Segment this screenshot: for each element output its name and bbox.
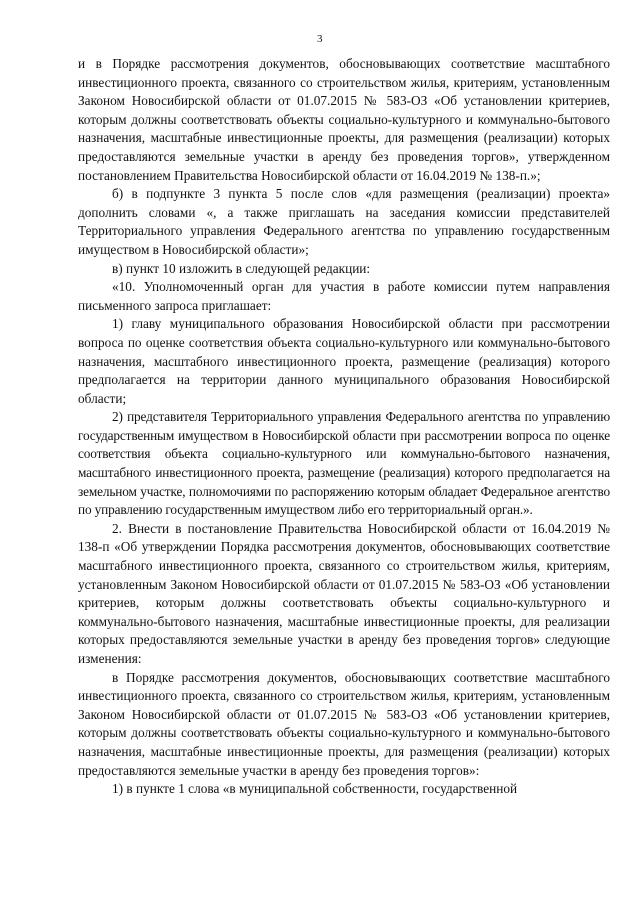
document-body <box>78 55 610 799</box>
paragraph-item-10: «10. Уполномоченный орган для участия в работе комиссии путем направления письменного запроса приглашает: <box>78 279 610 313</box>
paragraph-subitem-v: в) пункт 10 изложить в следующей редакции: <box>112 260 371 276</box>
paragraph-subitem-b: б) в подпункте 3 пункта 5 после слов «для размещения (реализации) проекта» дополнить словами «, а также приглашать на заседания комиссии представителей Территориального управления Федерального агентства по управлению государственным имуществом в Новосибирской области»; <box>78 186 610 257</box>
paragraph-procedure-changes: в Порядке рассмотрения документов, обосновывающих соответствие масштабного инвестиционного проекта, связанного со строительством жилья, критериям, установленным Законом Новосибирской области от 01.07.2015 № 583-ОЗ «Об установлении критериев, которым должны соответствовать объекты социально-культурного и коммунально-бытового назначения, масштабные инвестиционные проекты, для размещения (реализации) которых предоставляются земельные участки в аренду без проведения торгов»: <box>78 669 610 778</box>
paragraph-section-2: 2. Внести в постановление Правительства Новосибирской области от 16.04.2019 № 138-п «Об утверждении Порядка рассмотрения документов, обосновывающих соответствие масштабного инвестиционного проекта, связанного со строительством жилья, критериям, установленным Законом Новосибирской области от 01.07.2015 № 583-ОЗ «Об установлении критериев, которым должны соответствовать объекты социально-культурного и коммунально-бытового назначения, масштабные инвестиционные проекты, для реализации которых предоставляются земельные участки в аренду без проведения торгов» следующие изменения: <box>78 520 610 666</box>
paragraph-item-10-1: 1) главу муниципального образования Новосибирской области при рассмотрении вопроса по оценке соответствия объекта социально-культурного или коммунально-бытового назначения, масштабного инвестиционного проекта, размещение (реализация) которого предполагается на территории данного муниципального образования Новосибирской области; <box>78 316 610 406</box>
page-number: 3 <box>317 33 323 45</box>
paragraph-item-1: 1) в пункте 1 слова «в муниципальной собственности, государственной <box>112 781 518 797</box>
paragraph-item-10-2: 2) представителя Территориального управления Федерального агентства по управлению государственным имуществом в Новосибирской области при рассмотрении вопроса по оценке соответствия объекта социально-культурного или коммунально-бытового назначения, масштабного инвестиционного проекта, размещение (реализация) которого предполагается на земельном участке, полномочиями по распоряжению которым обладает Федеральное агентство по управлению государственным имуществом либо его территориальный орган.». <box>78 409 610 518</box>
paragraph-continuation: и в Порядке рассмотрения документов, обосновывающих соответствие масштабного инвестиционного проекта, связанного со строительством жилья, критериям, установленным Законом Новосибирской области от 01.07.2015 № 583-ОЗ «Об установлении критериев, которым должны соответствовать объекты социально-культурного и коммунально-бытового назначения, масштабные инвестиционные проекты, для размещения (реализации) которых предоставляются земельные участки в аренду без проведения торгов», утвержденном постановлением Правительства Новосибирской области от 16.04.2019 № 138-п.»; <box>78 56 610 183</box>
